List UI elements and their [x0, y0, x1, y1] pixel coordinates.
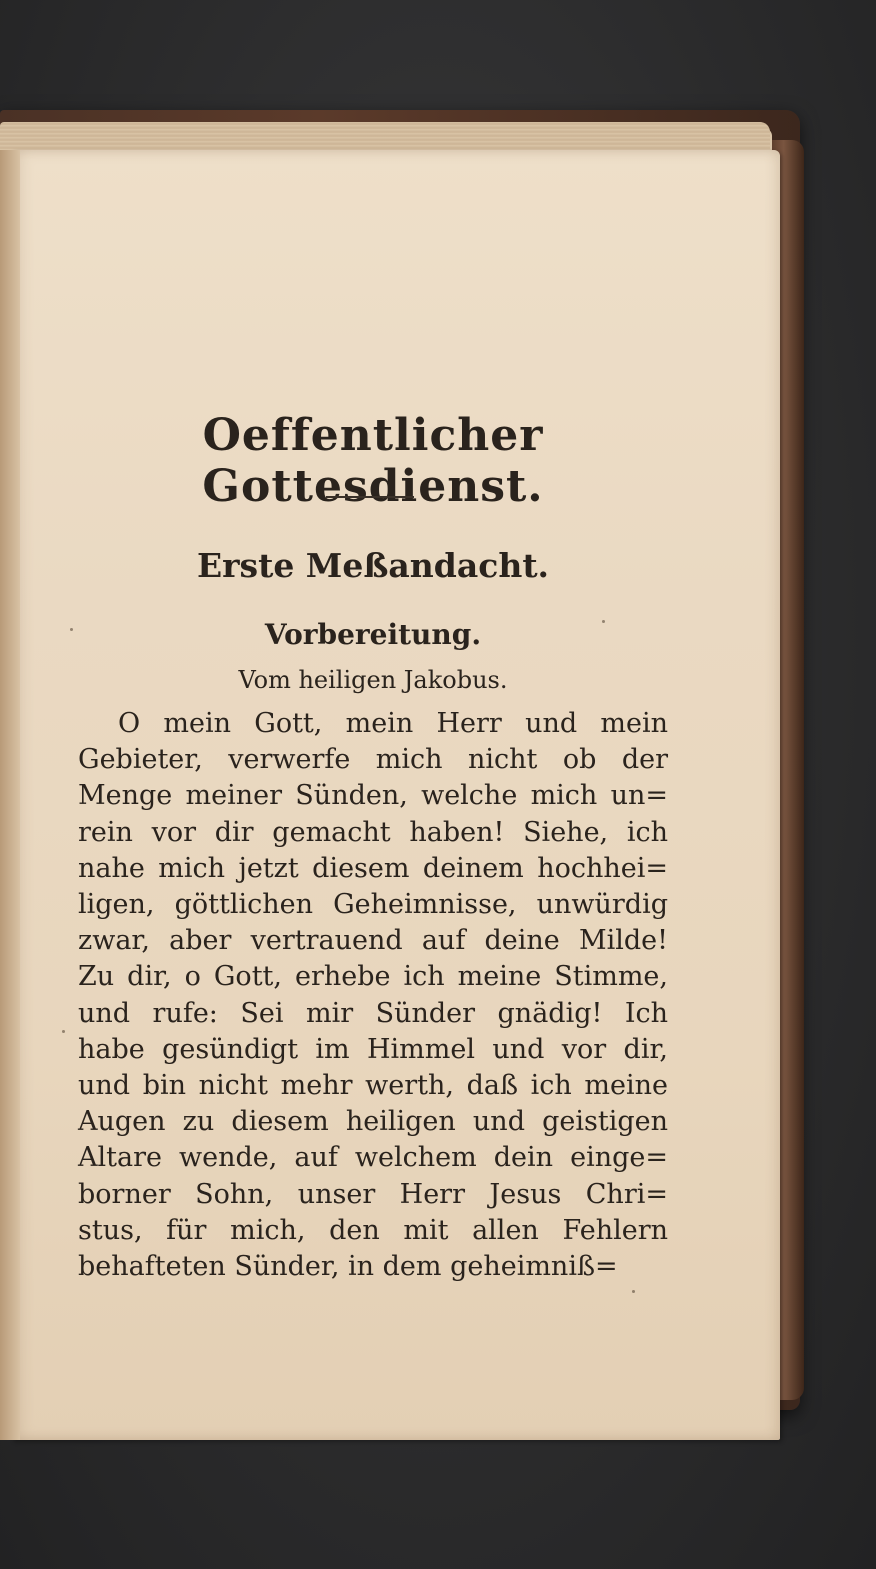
- text-line: nahe mich jetzt diesem deinem hochhei=: [78, 852, 668, 884]
- text-line: behafteten Sünder, in dem geheimniß=: [78, 1251, 618, 1283]
- text-line: Gebieter, verwerfe mich nicht ob der: [78, 744, 668, 776]
- attribution-line: Vom heiligen Jakobus.: [238, 666, 508, 694]
- page-title: Oeffentlicher Gottesdienst.: [202, 410, 544, 512]
- text-line: ligen, göttlichen Geheimnisse, unwürdig: [78, 889, 668, 921]
- text-line: und bin nicht mehr werth, daß ich meine: [78, 1070, 668, 1102]
- text-line: borner Sohn, unser Herr Jesus Chri=: [78, 1178, 668, 1210]
- body-paragraph: [78, 706, 668, 1285]
- text-line: Menge meiner Sünden, welche mich un=: [78, 780, 668, 812]
- text-line: zwar, aber vertrauend auf deine Milde!: [78, 925, 668, 957]
- text-line: rein vor dir gemacht haben! Siehe, ich: [78, 816, 668, 848]
- text-line: Zu dir, o Gott, erhebe ich meine Stimme,: [78, 961, 668, 993]
- text-line: und rufe: Sei mir Sünder gnädig! Ich: [78, 997, 668, 1029]
- section-heading: Vorbereitung.: [264, 618, 482, 651]
- text-line: Augen zu diesem heiligen und geistigen: [78, 1106, 668, 1138]
- text-line: stus, für mich, den mit allen Fehlern: [78, 1214, 668, 1246]
- paper-speck: [632, 1290, 635, 1293]
- paper-speck: [62, 1030, 65, 1033]
- chapter-heading: Erste Meßandacht.: [196, 546, 550, 585]
- paper-speck: [70, 628, 73, 631]
- text-line: O mein Gott, mein Herr und mein: [118, 708, 668, 739]
- page-gutter: [0, 150, 20, 1440]
- text-line: Altare wende, auf welchem dein einge=: [78, 1142, 668, 1174]
- text-line: habe gesündigt im Himmel und vor dir,: [78, 1033, 668, 1065]
- title-divider: [326, 496, 414, 498]
